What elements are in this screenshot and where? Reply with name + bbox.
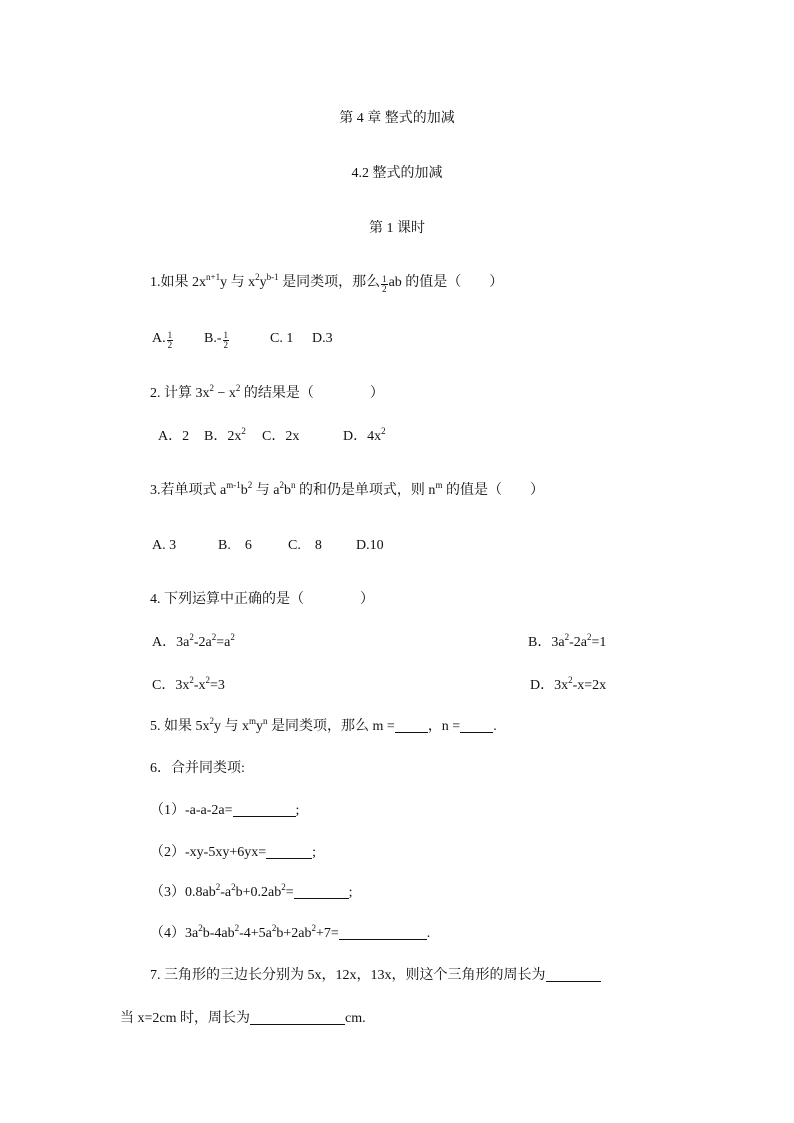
option-text: -x=2x [572,678,607,693]
q6-text: b+2ab [276,926,312,941]
q6-text: = [285,885,294,900]
q5-text: 5. 如果 5x [150,719,210,734]
option-exp: 2 [241,426,246,436]
q1-b-fraction [223,331,230,350]
option-label: A. [152,331,166,346]
q6-exp: 2 [234,923,240,933]
q2-option-d [343,428,386,446]
q6-part-3 [150,884,353,902]
answer-blank-7-1[interactable] [546,967,601,982]
q6-text: +7= [316,926,339,941]
q1-text: y 与 x [220,275,256,290]
q3-text: b [283,483,291,498]
question-7 [150,967,601,985]
answer-blank-6-3[interactable] [294,884,349,899]
option-label: B．2x [204,429,242,444]
q7-text: cm. [345,1011,366,1026]
q3-exp: m-1 [226,480,241,490]
option-text: =a [216,635,231,650]
q6-text: （4）3a [150,926,199,941]
question-5 [150,718,497,736]
q3-option-d: D.10 [356,538,384,553]
q3-text: 的值是（ ） [442,483,544,498]
q5-exp: 2 [209,716,214,726]
q5-text: 是同类项，那么 m = [267,719,395,734]
section-title: 4.2 整式的加减 [351,166,443,181]
answer-blank-n[interactable] [460,718,493,733]
option-text: =3 [210,678,225,693]
q5-text: ，n = [427,719,461,734]
answer-blank-7-2[interactable] [250,1010,345,1025]
option-exp: 2 [189,632,194,642]
q3-exp: m [435,480,443,490]
q3-text: 的和仍是单项式，则 n [295,483,436,498]
q3-exp: n [290,480,296,490]
q1-a-fraction [167,331,174,350]
q6-exp: 2 [311,923,316,933]
option-exp: 2 [230,632,235,642]
q3-exp: 2 [279,480,284,490]
q4-option-b [528,634,606,652]
option-exp: 2 [586,632,592,642]
q1-text: y [259,275,267,290]
q3-text: b [240,483,248,498]
fraction-numerator: 1 [223,330,228,340]
q1-exp: 2 [255,272,260,282]
q2-text: 的结果是（ ） [240,386,384,401]
answer-blank-6-2[interactable] [266,844,312,859]
q6-part-2 [150,844,316,862]
option-label: B.- [204,331,222,346]
option-exp: 2 [189,675,194,685]
q7-text: 7. 三角形的三边长分别为 5x，12x，13x，则这个三角形的周长为 [150,968,546,983]
q1-text: ab 的值是（ ） [388,275,504,290]
q6-exp: 2 [271,923,277,933]
q1-option-c: C. 1 [270,331,294,346]
lesson-title: 第 1 课时 [369,221,425,236]
option-label: B．3a [528,635,565,650]
q2-option-b [204,428,246,446]
question-6: 6．合并同类项: [150,761,245,776]
q1-exp: b-1 [266,272,279,282]
q1-text: 1.如果 2x [150,275,206,290]
q1-option-b [204,330,230,350]
q6-text: b+0.2ab [235,885,282,900]
option-text: -2a [569,635,587,650]
question-7-continued [120,1010,366,1028]
q3-option-b: B. 6 [218,538,252,553]
option-label: C．3x [152,678,190,693]
option-exp: 2 [205,675,211,685]
q6-exp: 2 [281,882,286,892]
q2-exp: 2 [209,383,214,393]
q2-text: 2. 计算 3x [150,386,210,401]
q6-part-4 [150,925,430,943]
fraction-denominator: 2 [382,284,387,294]
q7-text: 当 x=2cm 时，周长为 [120,1011,250,1026]
option-text: -x [193,678,206,693]
answer-blank-m[interactable] [395,718,428,733]
option-exp: 2 [381,426,386,436]
option-label: A．3a [152,635,190,650]
q3-option-a: A. 3 [152,538,177,553]
option-exp: 2 [211,632,217,642]
q5-text: . [493,719,497,734]
q3-text: 与 a [252,483,280,498]
q6-text: -a [220,885,232,900]
q1-fraction [381,275,388,294]
q3-text: 3.若单项式 a [150,483,227,498]
q4-option-d [530,677,606,695]
q6-exp: 2 [231,882,236,892]
q5-exp: n [263,716,268,726]
q2-option-a: A．2 [158,429,190,444]
answer-blank-6-1[interactable] [233,802,296,817]
answer-blank-6-4[interactable] [339,925,427,940]
q5-exp: m [249,716,257,726]
q6-text: . [426,926,431,941]
q2-text: − x [214,386,236,401]
question-4: 4. 下列运算中正确的是（ ） [150,592,374,607]
q2-option-c: C．2x [262,429,300,444]
option-text: -2a [193,635,212,650]
q6-text: （3）0.8ab [150,885,216,900]
q4-option-a [152,634,235,652]
option-text: =1 [591,635,607,650]
q6-exp: 2 [198,923,203,933]
q6-text: （2）-xy-5xy+6yx= [150,845,267,860]
q6-text: ; [295,803,300,818]
q1-option-a [152,330,174,350]
option-exp: 2 [568,675,573,685]
option-label: D．4x [343,429,382,444]
q5-text: y [256,719,264,734]
q6-part-1 [150,802,299,820]
q6-text: -4+5a [239,926,272,941]
q6-text: b-4ab [202,926,235,941]
question-2 [150,385,384,403]
q1-exp: n+1 [206,272,221,282]
q5-text: y 与 x [214,719,249,734]
q3-exp: 2 [247,480,253,490]
option-exp: 2 [564,632,570,642]
fraction-numerator: 1 [167,330,173,340]
fraction-denominator: 2 [167,340,173,350]
q4-option-c [152,677,225,695]
q6-text: ; [348,885,353,900]
q1-text: 是同类项，那么 [278,275,381,290]
q6-exp: 2 [215,882,221,892]
q6-text: （1）-a-a-2a= [150,803,233,818]
question-1 [150,274,503,294]
q2-exp: 2 [235,383,241,393]
option-label: D．3x [530,678,569,693]
q6-text: ; [312,845,317,860]
fraction-denominator: 2 [223,340,228,350]
q1-option-d: D.3 [312,331,333,346]
chapter-title: 第 4 章 整式的加减 [339,111,455,126]
question-3 [150,482,544,500]
q3-option-c: C. 8 [288,538,322,553]
fraction-numerator: 1 [382,274,387,284]
